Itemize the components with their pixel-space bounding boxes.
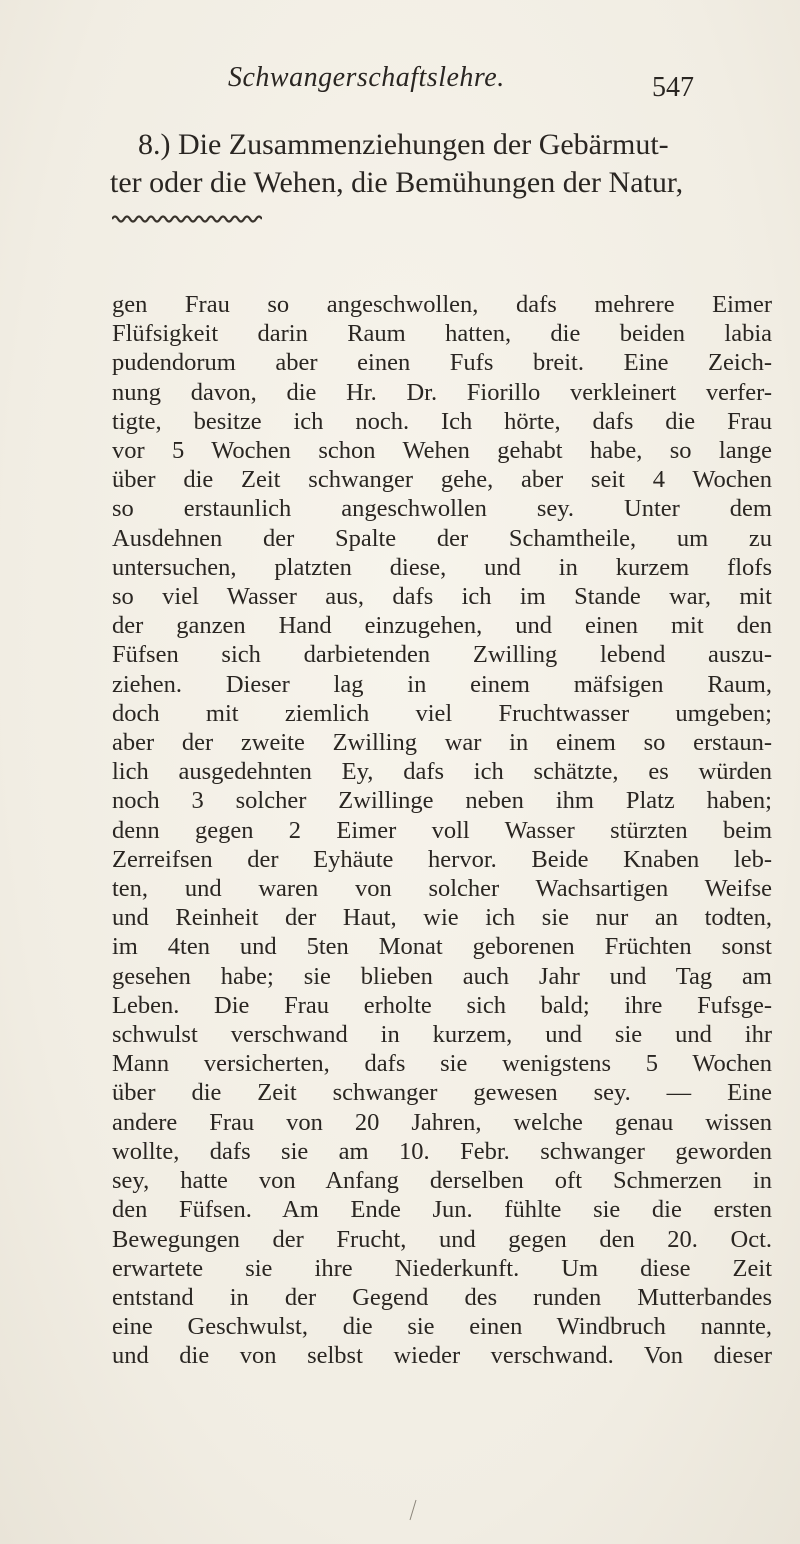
text-line: tigte, besitze ich noch. Ich hörte, dafs die Frau <box>112 407 772 435</box>
text-line: im 4ten und 5ten Monat geborenen Früchten sonst <box>112 933 772 961</box>
text-line: nung davon, die Hr. Dr. Fiorillo verkleinert verfer- <box>112 378 772 406</box>
text-line: so erstaunlich angeschwollen sey. Unter dem <box>112 495 772 523</box>
fragment-line: 8.) Die Zusammenziehungen der Gebärmut- <box>138 128 669 161</box>
text-line: über die Zeit schwanger gewesen sey. — Eine <box>112 1079 772 1107</box>
text-line: und die von selbst wieder verschwand. Von dieser <box>112 1342 772 1370</box>
text-line: lich ausgedehnten Ey, dafs ich schätzte, es würden <box>112 758 772 786</box>
text-line: sey, hatte von Anfang derselben oft Schmerzen in <box>112 1167 772 1195</box>
text-line: Füfsen sich darbietenden Zwilling lebend auszu- <box>112 641 772 669</box>
text-line: eine Geschwulst, die sie einen Windbruch nannte, <box>112 1313 772 1341</box>
text-line: Flüfsigkeit darin Raum hatten, die beiden labia <box>112 320 772 348</box>
stray-mark-icon <box>355 18 367 42</box>
text-line: über die Zeit schwanger gehe, aber seit 4 Wochen <box>112 466 772 494</box>
text-line: wollte, dafs sie am 10. Febr. schwanger geworden <box>112 1137 772 1165</box>
running-title: Schwangerschaftslehre. <box>228 62 505 93</box>
text-line: Mann versicherten, dafs sie wenigstens 5 Wochen <box>112 1050 772 1078</box>
text-line: vor 5 Wochen schon Wehen gehabt habe, so lange <box>112 437 772 465</box>
text-line: so viel Wasser aus, dafs ich im Stande war, mit <box>112 583 772 611</box>
text-line: gesehen habe; sie blieben auch Jahr und Tag am <box>112 962 772 990</box>
fragment-line: ter oder die Wehen, die Bemühungen der Natur, <box>110 166 684 199</box>
text-line: denn gegen 2 Eimer voll Wasser stürzten beim <box>112 816 772 844</box>
text-line: entstand in der Gegend des runden Mutterbandes <box>112 1283 772 1311</box>
text-line: der ganzen Hand einzugehen, und einen mit den <box>112 612 772 640</box>
text-line: ten, und waren von solcher Wachsartigen Weifse <box>112 875 772 903</box>
text-line: untersuchen, platzten diese, und in kurzem flofs <box>112 553 772 581</box>
text-line: Bewegungen der Frucht, und gegen den 20. Oct. <box>112 1225 772 1253</box>
text-line: Ausdehnen der Spalte der Schamtheile, um zu <box>112 524 772 552</box>
text-line: Leben. Die Frau erholte sich bald; ihre Fufsge- <box>112 991 772 1019</box>
text-line: gen Frau so angeschwollen, dafs mehrere Eimer <box>112 291 772 318</box>
text-line: ziehen. Dieser lag in einem mäfsigen Raum, <box>112 670 772 698</box>
text-line: Zerreifsen der Eyhäute hervor. Beide Knaben leb- <box>112 845 772 873</box>
text-line: noch 3 solcher Zwillinge neben ihm Platz haben; <box>112 787 772 815</box>
text-line: und Reinheit der Haut, wie ich sie nur an todten, <box>112 904 772 932</box>
text-line: schwulst verschwand in kurzem, und sie und ihr <box>112 1021 772 1049</box>
wavy-rule-ornament <box>112 214 262 224</box>
text-line: den Füfsen. Am Ende Jun. fühlte sie die ersten <box>112 1196 772 1224</box>
text-line: pudendorum aber einen Fufs breit. Eine Zeich- <box>112 349 772 377</box>
text-line: andere Frau von 20 Jahren, welche genau wissen <box>112 1108 772 1136</box>
text-line: aber der zweite Zwilling war in einem so erstaun- <box>112 729 772 757</box>
text-line: doch mit ziemlich viel Fruchtwasser umgeben; <box>112 699 772 727</box>
body-text <box>112 290 772 1371</box>
text-line: erwartete sie ihre Niederkunft. Um diese Zeit <box>112 1254 772 1282</box>
stray-mark-icon <box>408 1498 418 1522</box>
page-number: 547 <box>652 72 694 103</box>
top-text-fragment <box>110 126 740 202</box>
